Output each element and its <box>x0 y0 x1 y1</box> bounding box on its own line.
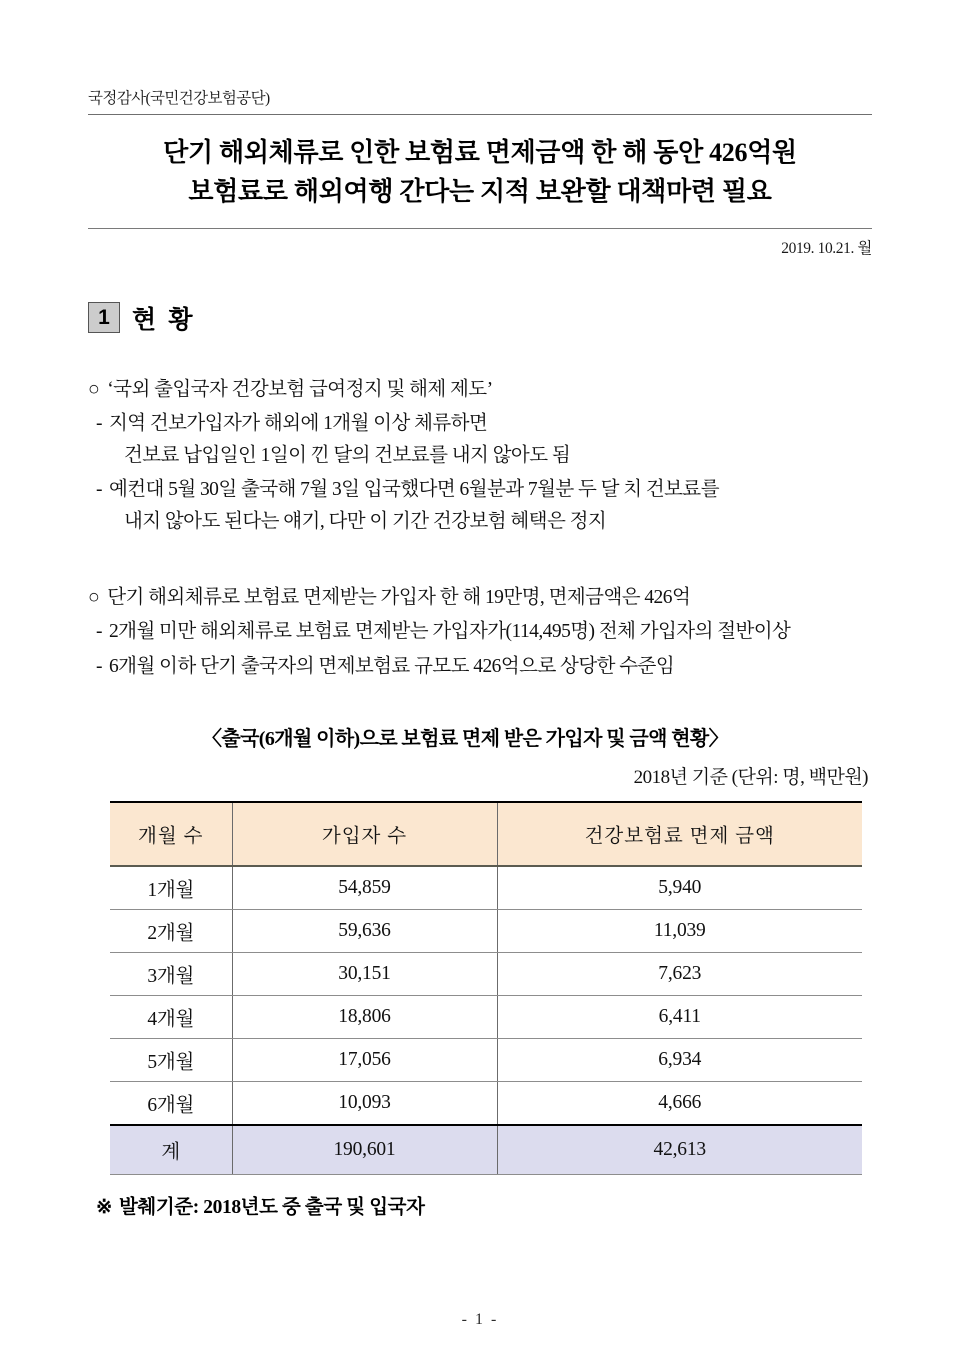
col-header-amount: 건강보험료 면제 금액 <box>497 802 862 866</box>
cell-people: 54,859 <box>232 866 497 910</box>
agency-label: 국정감사(국민건강보험공단) <box>88 90 270 107</box>
cell-amount: 5,940 <box>497 866 862 910</box>
bullet-item-2-1-line1: 2개월 미만 해외체류로 보험료 면제받는 가입자가(114,495명) 전체 가입자의 절반이상 <box>108 621 791 643</box>
cell-people: 59,636 <box>232 910 497 953</box>
bullet-item-1-1 <box>88 408 872 440</box>
table-unit-note: 2018년 기준 (단위: 명, 백만원) <box>633 767 868 789</box>
cell-total-people: 190,601 <box>232 1125 497 1175</box>
bullet-item-2-2 <box>88 651 872 683</box>
header-divider-bottom <box>88 228 872 229</box>
cell-month: 1개월 <box>110 866 232 910</box>
table-header-row <box>110 802 862 866</box>
cell-month: 4개월 <box>110 996 232 1039</box>
bullet-item-1-1-line2: 건보료 납입일인 1일이 낀 달의 건보료를 내지 않아도 됨 <box>124 444 571 466</box>
header-divider-top <box>88 114 872 115</box>
cell-people: 17,056 <box>232 1039 497 1082</box>
bullet-item-1-1-line1: 지역 건보가입자가 해외에 1개월 이상 체류하면 <box>108 413 488 435</box>
table-body <box>110 866 862 1175</box>
bullet-item-1-2-line2: 내지 않아도 된다는 얘기, 다만 이 기간 건강보험 혜택은 정지 <box>124 511 607 533</box>
bullet-item-2-1 <box>88 616 872 648</box>
bullet-heading-1-text: ‘국외 출입국자 건강보험 급여정지 및 해제 제도’ <box>107 378 493 400</box>
cell-total-amount: 42,613 <box>497 1125 862 1175</box>
table-footnote <box>96 1191 872 1219</box>
content-block-1 <box>88 374 872 538</box>
col-header-people: 가입자 수 <box>232 802 497 866</box>
table-row <box>110 953 862 996</box>
cell-amount: 6,934 <box>497 1039 862 1082</box>
col-header-month: 개월 수 <box>110 802 232 866</box>
table-row <box>110 910 862 953</box>
table-row <box>110 996 862 1039</box>
circle-bullet-icon: ○ <box>88 378 100 400</box>
table-header <box>110 802 862 866</box>
cell-amount: 7,623 <box>497 953 862 996</box>
table-section <box>88 722 872 1219</box>
section-number-box: 1 <box>88 302 120 333</box>
cell-month: 6개월 <box>110 1082 232 1126</box>
cell-amount: 6,411 <box>497 996 862 1039</box>
bullet-heading-2 <box>88 582 872 614</box>
bullet-item-1-2 <box>88 474 872 506</box>
cell-people: 30,151 <box>232 953 497 996</box>
table-row <box>110 1039 862 1082</box>
cell-total-label: 계 <box>110 1125 232 1175</box>
reference-mark-icon: ※ <box>96 1197 112 1219</box>
section-title: 현 황 <box>132 306 196 334</box>
bullet-heading-2-text: 단기 해외체류로 보험료 면제받는 가입자 한 해 19만명, 면제금액은 426억 <box>107 586 691 608</box>
dash-bullet-icon: - <box>96 655 102 677</box>
dash-bullet-icon: - <box>96 621 102 643</box>
table-total-row <box>110 1125 862 1175</box>
bullet-item-2-2-line1: 6개월 이하 단기 출국자의 면제보험료 규모도 426억으로 상당한 수준임 <box>108 655 675 677</box>
table-footnote-text: 발췌기준: 2018년도 중 출국 및 입국자 <box>118 1197 425 1219</box>
cell-amount: 11,039 <box>497 910 862 953</box>
table-row <box>110 1082 862 1126</box>
dash-bullet-icon: - <box>96 479 102 501</box>
cell-people: 18,806 <box>232 996 497 1039</box>
exemption-table <box>110 801 862 1175</box>
page-title-line-2: 보험료로 해외여행 간다는 지적 보완할 대책마련 필요 <box>188 177 772 207</box>
cell-month: 3개월 <box>110 953 232 996</box>
cell-people: 10,093 <box>232 1082 497 1126</box>
page-number: - 1 - <box>461 1311 499 1328</box>
document-date: 2019. 10.21. 월 <box>781 239 872 257</box>
bullet-item-1-2-line1: 예컨대 5월 30일 출국해 7월 3일 입국했다면 6월분과 7월분 두 달 치 건보료를 <box>108 479 720 501</box>
table-row <box>110 866 862 910</box>
bullet-heading-1 <box>88 374 872 406</box>
cell-month: 5개월 <box>110 1039 232 1082</box>
dash-bullet-icon: - <box>96 413 102 435</box>
cell-amount: 4,666 <box>497 1082 862 1126</box>
page-title <box>88 133 872 212</box>
section-heading <box>88 300 872 336</box>
content-block-2 <box>88 582 872 683</box>
circle-bullet-icon: ○ <box>88 586 100 608</box>
table-caption: 〈출국(6개월 이하)으로 보험료 면제 받은 가입자 및 금액 현황〉 <box>201 728 729 751</box>
page-title-line-1: 단기 해외체류로 인한 보험료 면제금액 한 해 동안 426억원 <box>163 137 797 167</box>
cell-month: 2개월 <box>110 910 232 953</box>
